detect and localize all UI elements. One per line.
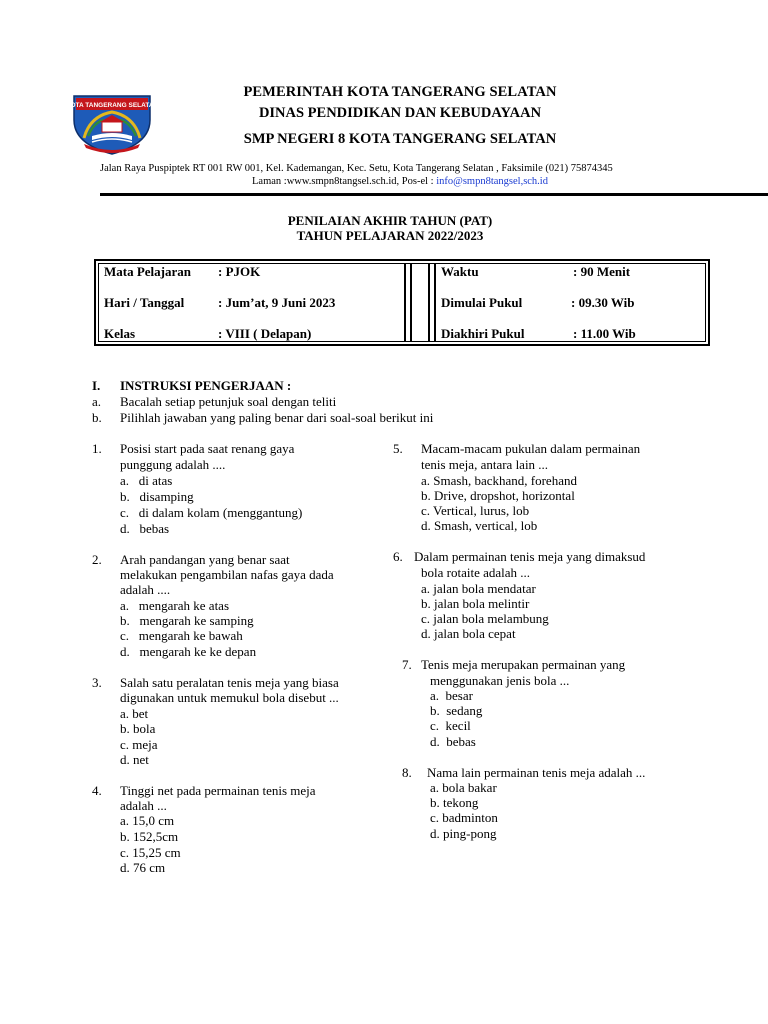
instruction-letter: a. xyxy=(92,394,102,409)
answer-option-c[interactable]: c. jalan bola melambung xyxy=(421,611,549,626)
question-number: 3. xyxy=(92,675,102,690)
question-number: 4. xyxy=(92,783,102,798)
answer-option-c[interactable]: c. di dalam kolam (menggantung) xyxy=(120,505,303,520)
answer-option-b[interactable]: b. tekong xyxy=(430,795,479,810)
answer-option-b[interactable]: b. sedang xyxy=(430,703,483,718)
question-text: tenis meja, antara lain ... xyxy=(421,457,549,472)
question-text: Tenis meja merupakan permainan yang xyxy=(421,657,626,672)
logo-banner-text: KOTA TANGERANG SELATAN xyxy=(70,102,154,109)
instruction-text: Bacalah setiap petunjuk soal dengan teliti xyxy=(120,394,337,409)
header-school: SMP NEGERI 8 KOTA TANGERANG SELATAN xyxy=(243,131,557,147)
answer-option-a[interactable]: a. besar xyxy=(430,688,473,703)
info-label-end: Diakhiri Pukul xyxy=(441,326,525,341)
question-text: menggunakan jenis bola ... xyxy=(430,673,570,688)
question-text: Posisi start pada saat renang gaya xyxy=(120,441,295,456)
answer-option-a[interactable]: a. bet xyxy=(120,706,149,721)
answer-option-a[interactable]: a. jalan bola mendatar xyxy=(421,581,536,596)
question-text: Nama lain permainan tenis meja adalah ... xyxy=(427,765,646,780)
question-number: 8. xyxy=(402,765,412,780)
question-text: Dalam permainan tenis meja yang dimaksud xyxy=(414,549,646,564)
instruction-letter: b. xyxy=(92,410,102,425)
question-text: adalah ... xyxy=(120,798,167,813)
answer-option-d[interactable]: d. mengarah ke ke depan xyxy=(120,644,257,659)
answer-option-b[interactable]: b. disamping xyxy=(120,489,194,504)
info-label-date: Hari / Tanggal xyxy=(104,295,185,310)
answer-option-a[interactable]: a. bola bakar xyxy=(430,780,497,795)
answer-option-a[interactable]: a. 15,0 cm xyxy=(120,813,175,828)
question-text: Arah pandangan yang benar saat xyxy=(120,552,290,567)
header-website: Laman :www.smpn8tangsel.sch.id, Pos-el : xyxy=(252,176,437,187)
info-divider xyxy=(434,263,436,342)
answer-option-b[interactable]: b. Drive, dropshot, horizontal xyxy=(421,488,575,503)
answer-option-d[interactable]: d. net xyxy=(120,752,149,767)
answer-option-a[interactable]: a. mengarah ke atas xyxy=(120,598,230,613)
answer-option-d[interactable]: d. bebas xyxy=(430,734,476,749)
instruction-text: Pilihlah jawaban yang paling benar dari soal-soal berikut ini xyxy=(120,410,434,425)
question-text: melakukan pengambilan nafas gaya dada xyxy=(120,567,334,582)
answer-option-a[interactable]: a. di atas xyxy=(120,473,173,488)
header-government: PEMERINTAH KOTA TANGERANG SELATAN xyxy=(243,84,557,100)
question-text: Tinggi net pada permainan tenis meja xyxy=(120,783,316,798)
info-divider xyxy=(428,263,430,342)
info-value-end: : 11.00 Wib xyxy=(573,326,636,341)
question-text: punggung adalah .... xyxy=(120,457,226,472)
question-number: 7. xyxy=(402,657,412,672)
info-value-duration: : 90 Menit xyxy=(573,264,631,279)
exam-year: TAHUN PELAJARAN 2022/2023 xyxy=(296,228,484,243)
info-value-date: : Jum’at, 9 Juni 2023 xyxy=(218,295,336,310)
answer-option-b[interactable]: b. jalan bola melintir xyxy=(421,596,530,611)
exam-title: PENILAIAN AKHIR TAHUN (PAT) xyxy=(287,213,493,228)
answer-option-d[interactable]: d. jalan bola cepat xyxy=(421,626,516,641)
question-text: Salah satu peralatan tenis meja yang biasa xyxy=(120,675,339,690)
answer-option-c[interactable]: c. badminton xyxy=(430,810,498,825)
question-text: adalah .... xyxy=(120,582,171,597)
answer-option-c[interactable]: c. 15,25 cm xyxy=(120,845,181,860)
info-divider xyxy=(404,263,406,342)
question-number: 2. xyxy=(92,552,102,567)
answer-option-d[interactable]: d. bebas xyxy=(120,521,170,536)
info-label-duration: Waktu xyxy=(441,264,479,279)
header-divider xyxy=(100,193,768,196)
info-value-subject: : PJOK xyxy=(218,264,261,279)
answer-option-c[interactable]: c. meja xyxy=(120,737,158,752)
answer-option-c[interactable]: c. kecil xyxy=(430,718,471,733)
answer-option-b[interactable]: b. 152,5cm xyxy=(120,829,179,844)
header-address: Jalan Raya Puspiptek RT 001 RW 001, Kel. Kademangan, Kec. Setu, Kota Tangerang Selatan , Faksimile (021) 75874345 xyxy=(100,163,613,174)
header-web-line xyxy=(100,176,700,187)
question-text: bola rotaite adalah ... xyxy=(421,565,531,580)
info-divider xyxy=(410,263,412,342)
section-numeral: I. xyxy=(92,378,101,393)
question-text: Macam-macam pukulan dalam permainan xyxy=(421,441,641,456)
answer-option-a[interactable]: a. Smash, backhand, forehand xyxy=(421,473,577,488)
answer-option-b[interactable]: b. mengarah ke samping xyxy=(120,613,254,628)
question-number: 1. xyxy=(92,441,102,456)
header-email-link[interactable]: info@smpn8tangsel,sch.id xyxy=(436,176,548,187)
question-number: 5. xyxy=(393,441,403,456)
info-label-start: Dimulai Pukul xyxy=(441,295,523,310)
info-value-class: : VIII ( Delapan) xyxy=(218,326,312,341)
answer-option-c[interactable]: c. Vertical, lurus, lob xyxy=(421,503,530,518)
question-number: 6. xyxy=(393,549,403,564)
answer-option-d[interactable]: d. Smash, vertical, lob xyxy=(421,518,538,533)
info-value-start: : 09.30 Wib xyxy=(571,295,635,310)
answer-option-c[interactable]: c. mengarah ke bawah xyxy=(120,628,243,643)
answer-option-d[interactable]: d. ping-pong xyxy=(430,826,497,841)
answer-option-d[interactable]: d. 76 cm xyxy=(120,860,166,875)
section-heading: INSTRUKSI PENGERJAAN : xyxy=(120,378,292,393)
info-label-class: Kelas xyxy=(104,326,136,341)
header-department: DINAS PENDIDIKAN DAN KEBUDAYAAN xyxy=(258,105,542,121)
answer-option-b[interactable]: b. bola xyxy=(120,721,156,736)
question-text: digunakan untuk memukul bola disebut ... xyxy=(120,690,339,705)
info-label-subject: Mata Pelajaran xyxy=(104,264,192,279)
